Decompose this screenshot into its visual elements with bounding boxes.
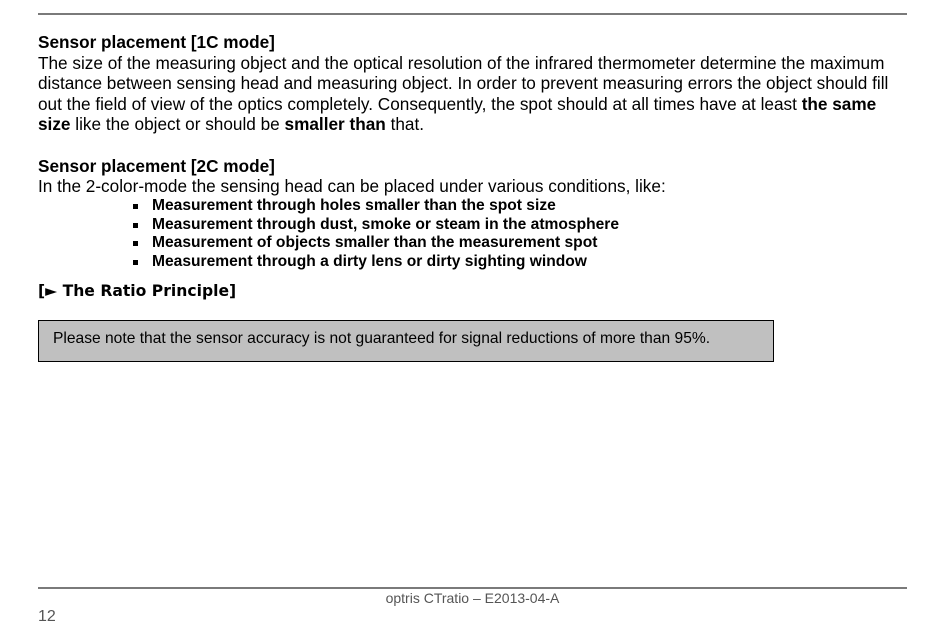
section-heading-2c: Sensor placement [2C mode] <box>38 155 275 176</box>
body-bold-same-size: the same size <box>38 93 877 135</box>
square-bullet-icon <box>133 260 138 265</box>
list-item <box>132 216 913 235</box>
body-text-part-3: that. <box>385 114 425 135</box>
square-bullet-icon <box>133 223 138 228</box>
footer-document-id: optris CTratio – E2013-04-A <box>385 590 560 606</box>
page-content <box>38 32 913 301</box>
section-heading-1c: Sensor placement [1C mode] <box>38 32 275 52</box>
link-label: The Ratio Principle] <box>57 281 237 300</box>
section-body-1c <box>38 53 913 135</box>
accuracy-note-box <box>38 320 774 362</box>
square-bullet-icon <box>133 241 138 246</box>
list-item-text: Measurement through dust, smoke or steam in the atmosphere <box>152 215 620 233</box>
list-item-text: Measurement of objects smaller than the measurement spot <box>152 234 598 252</box>
page-number: 12 <box>38 608 56 625</box>
square-bullet-icon <box>133 204 138 209</box>
list-item-text: Measurement through a dirty lens or dirty sighting window <box>152 253 587 271</box>
play-arrow-icon: ► <box>45 281 58 300</box>
list-item <box>132 253 913 272</box>
body-text-part-1: The size of the measuring object and the optical resolution of the infrared thermometer determine the maximum distance between sensing head and measuring object. In order to prevent measuring errors the object should fill out the field of view of the optics completely. Consequently, the spot should at all times have at least <box>38 52 889 114</box>
conditions-list <box>38 197 913 272</box>
list-item <box>132 197 913 216</box>
paragraph-spacer <box>38 135 913 156</box>
section-intro-2c: In the 2-color-mode the sensing head can be placed under various conditions, like: <box>38 176 666 197</box>
list-item <box>132 234 913 253</box>
link-open-bracket: [ <box>38 281 46 300</box>
note-text: Please note that the sensor accuracy is not guaranteed for signal reductions of more than 95%. <box>53 330 711 347</box>
ratio-principle-link[interactable] <box>38 281 913 301</box>
header-divider <box>38 13 907 15</box>
list-item-text: Measurement through holes smaller than the spot size <box>152 196 556 214</box>
body-bold-smaller-than: smaller than <box>284 114 386 135</box>
body-text-part-2: like the object or should be <box>70 114 285 135</box>
